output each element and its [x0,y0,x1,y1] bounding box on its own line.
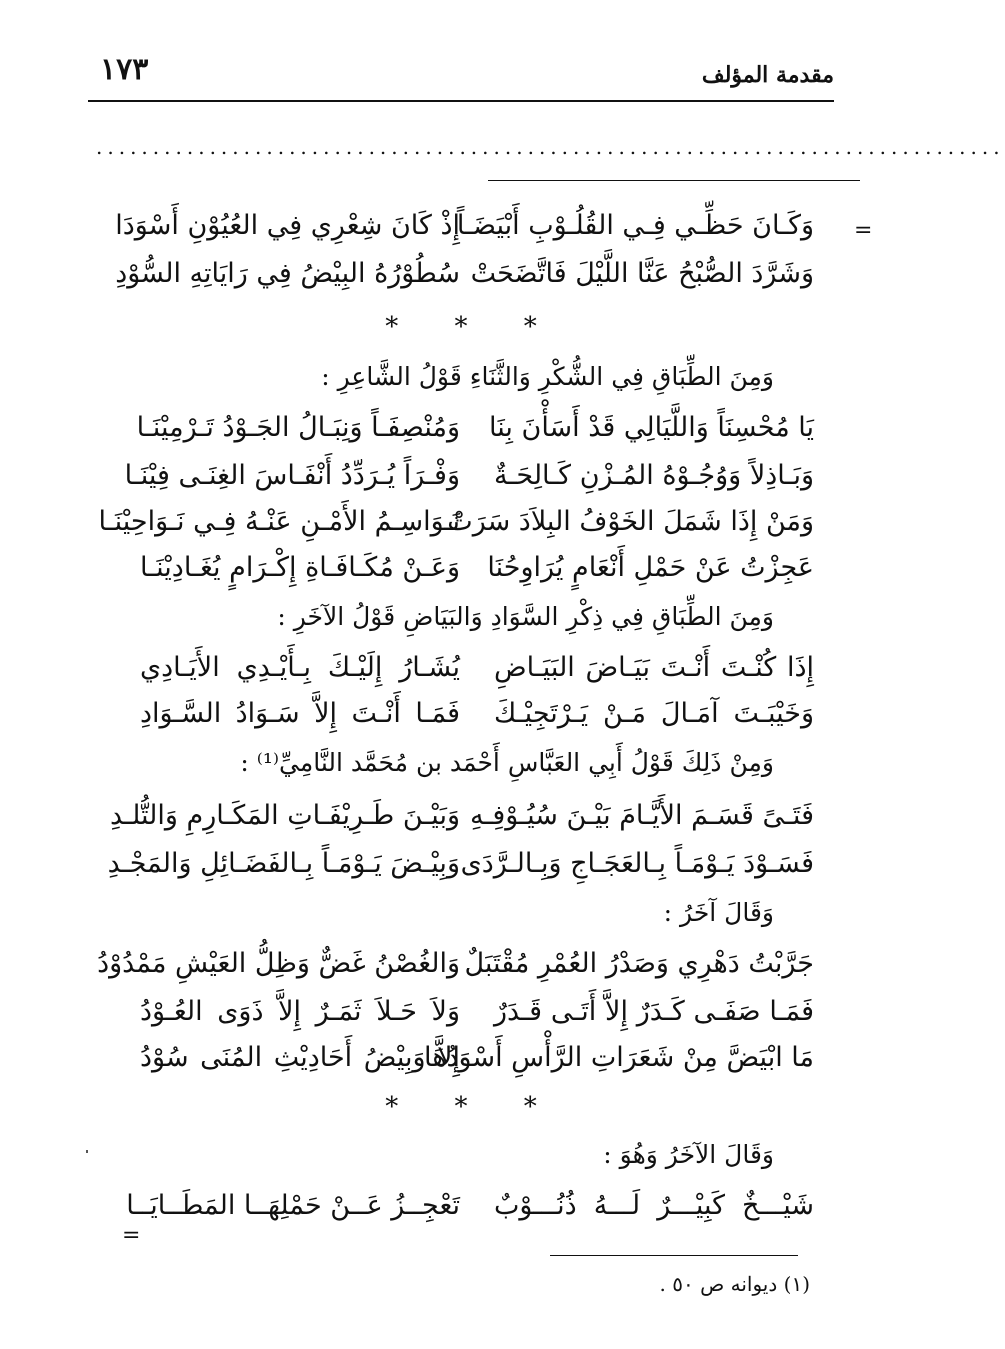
verse-line [107,848,814,898]
second-hemistich: وَبَيْـنَ طَـرِيْفَـاتِ المَكَـارِمِ وَالتُّلـدِ [109,800,460,831]
continuation-rule [488,180,860,181]
verse-line [136,412,814,462]
verse-line [124,460,814,510]
verse-intro: وَقَالَ الآخَرُ وَهُوَ : [603,1140,774,1169]
second-hemistich: تَعْجِــزُ عَــنْ حَمْلِهَــا المَطَــايَــا [126,1190,460,1221]
first-hemistich: عَجِزْتُ عَنْ حَمْلِ أَنْعَامٍ يُرَاوِحُنَا [487,552,814,583]
second-hemistich: سُطُوْرُهُ البِيْضُ فِي رَايَاتِهِ السُّوْدِ [115,258,460,289]
verse-intro: وَمِنْ ذَلِكَ قَوْلُ أَبِي العَبَّاسِ أَحْمَد بن مُحَمَّد النَّامِيِّ⁽¹⁾ : [240,748,774,777]
second-hemistich: وَبِيْـضَ يَـوْمَـاً بِـالفَضَـائِلِ وَالمَجْـدِ [107,848,460,879]
second-hemistich: فَمَـا أَنْـتَ إِلاَّ سَـوَادُ السَّـوَادِ [140,698,460,729]
second-hemistich: يُشَـارُ إِلَيْـكَ بِـأَيْـدِي الأَيَـادِي [140,652,460,683]
second-hemistich: وَعَـنْ مُكَـافَـاةِ إِكْـرَامٍ يُغَـادِيْنَـا [140,552,460,583]
first-hemistich: فَمَـا صَفَـى كَـدَرٌ إِلاَّ أَتَـى قَـدَرٌ [494,996,814,1027]
margin-speck [86,1150,88,1153]
header-rule [88,100,834,102]
first-hemistich: وَشَرَّدَ الصُّبْحُ عَنَّا اللَّيْلَ فَاتَّضَحَتْ [470,258,814,289]
first-hemistich: وَخَيْبَـتَ آمَـالَ مَـنْ يَـرْتَجِيْـكَ [494,698,814,729]
first-hemistich: فَتَـىً قَسَـمَ الأَيَّـامَ بَيْـنَ سُيُـوْفِـهِ [470,800,814,831]
verse-line [140,698,814,748]
second-hemistich: وَلاَ حَـلاَ ثَمَـرٌ إِلاَّ ذَوَى العُـوْدُ [140,996,460,1027]
running-header-title: مقدمة المؤلف [701,62,834,88]
section-divider-stars: * * * [385,312,561,342]
first-hemistich: وَبَـاذِلاً وَوُجُـوْهُ المُـزْنِ كَـالِحَـةٌ [494,460,814,491]
verse-line [115,258,814,308]
first-hemistich: جَرَّبْتُ دَهْرِي وَصَدْرُ العُمْرِ مُقْتَبَلٌ [464,948,814,979]
first-hemistich: شَيْـــخٌ كَبِيْـــرٌ لَـــهُ ذُنُـــوْبٌ [494,1190,814,1221]
second-hemistich: وَفْـرَاً يُـرَدِّدُ أَنْفَـاسَ الغِنَـى فِيْنَـا [124,460,460,491]
second-hemistich: وَالغُصْنُ غَضٌّ وَظِلُّ العَيْشِ مَمْدُوْدُ [97,948,460,979]
verse-intro: وَمِنَ الطِّبَاقِ فِي الشُّكْرِ وَالثَّنَاءِ قَوْلُ الشَّاعِرِ : [321,362,774,391]
continuation-marker-top: = [854,218,873,243]
verse-line [140,652,814,702]
verse-intro: وَمِنَ الطِّبَاقِ فِي ذِكْرِ السَّوَادِ وَالبَيَاضِ قَوْلُ الآخَرِ : [277,602,774,631]
verse-line [126,1190,814,1240]
second-hemistich: وَمُنْصِفَـاً وَنِبَـالُ الجَـوْدُ تَـرْمِيْنَـا [136,412,460,443]
verse-line [140,552,814,602]
first-hemistich: فَسَـوْدَ يَـوْمَـاً بِـالعَجَـاجِ وَبِـالـرَّدَى [460,848,814,879]
verse-line [115,210,814,260]
first-hemistich: إِذَا كُنْـتَ أَنْـتَ بَيَـاضَ البَيَـاضِ [494,652,814,683]
section-divider-stars: * * * [385,1092,561,1122]
second-hemistich: إِذْ كَانَ شِعْرِي فِي العُيُوْنِ أَسْوَدَا [115,210,460,241]
verse-line [98,506,814,556]
first-hemistich: يَا مُحْسِنَاً وَاللَّيَالِي قَدْ أَسَأْنَ بِنَا [489,412,814,443]
verse-line [140,1042,814,1092]
first-hemistich: وَمَنْ إِذَا شَمَلَ الخَوْفُ البِلاَدَ سَرَتْ [447,506,814,537]
page-number: ١٧٣ [100,52,149,87]
verse-line [97,948,814,998]
first-hemistich: مَا ابْيَضَّ مِنْ شَعَرَاتِ الرَّأْسِ أَسْوَدُهَا [424,1042,814,1073]
first-hemistich: وَكَـانَ حَظِّـي فِـي القُلُـوْبِ أَبْيَضَـاً [456,210,814,241]
footnote-rule [550,1255,798,1256]
verse-intro: وَقَالَ آخَرُ : [663,898,774,927]
footnote: (١) ديوانه ص ٥٠ . [659,1272,810,1296]
second-hemistich: نَـوَاسِـمُ الأَمْـنِ عَنْـهُ فِـي نَـوَاحِيْنَـا [98,506,460,537]
second-hemistich: إِلاَّ وَبِيْضُ أَحَادِيْثِ المُنَى سُوْدُ [140,1042,460,1073]
dotted-separator: ................................................................................ [96,135,1005,159]
verse-line [140,996,814,1046]
continuation-marker-bottom: = [122,1223,141,1248]
verse-line [109,800,814,850]
